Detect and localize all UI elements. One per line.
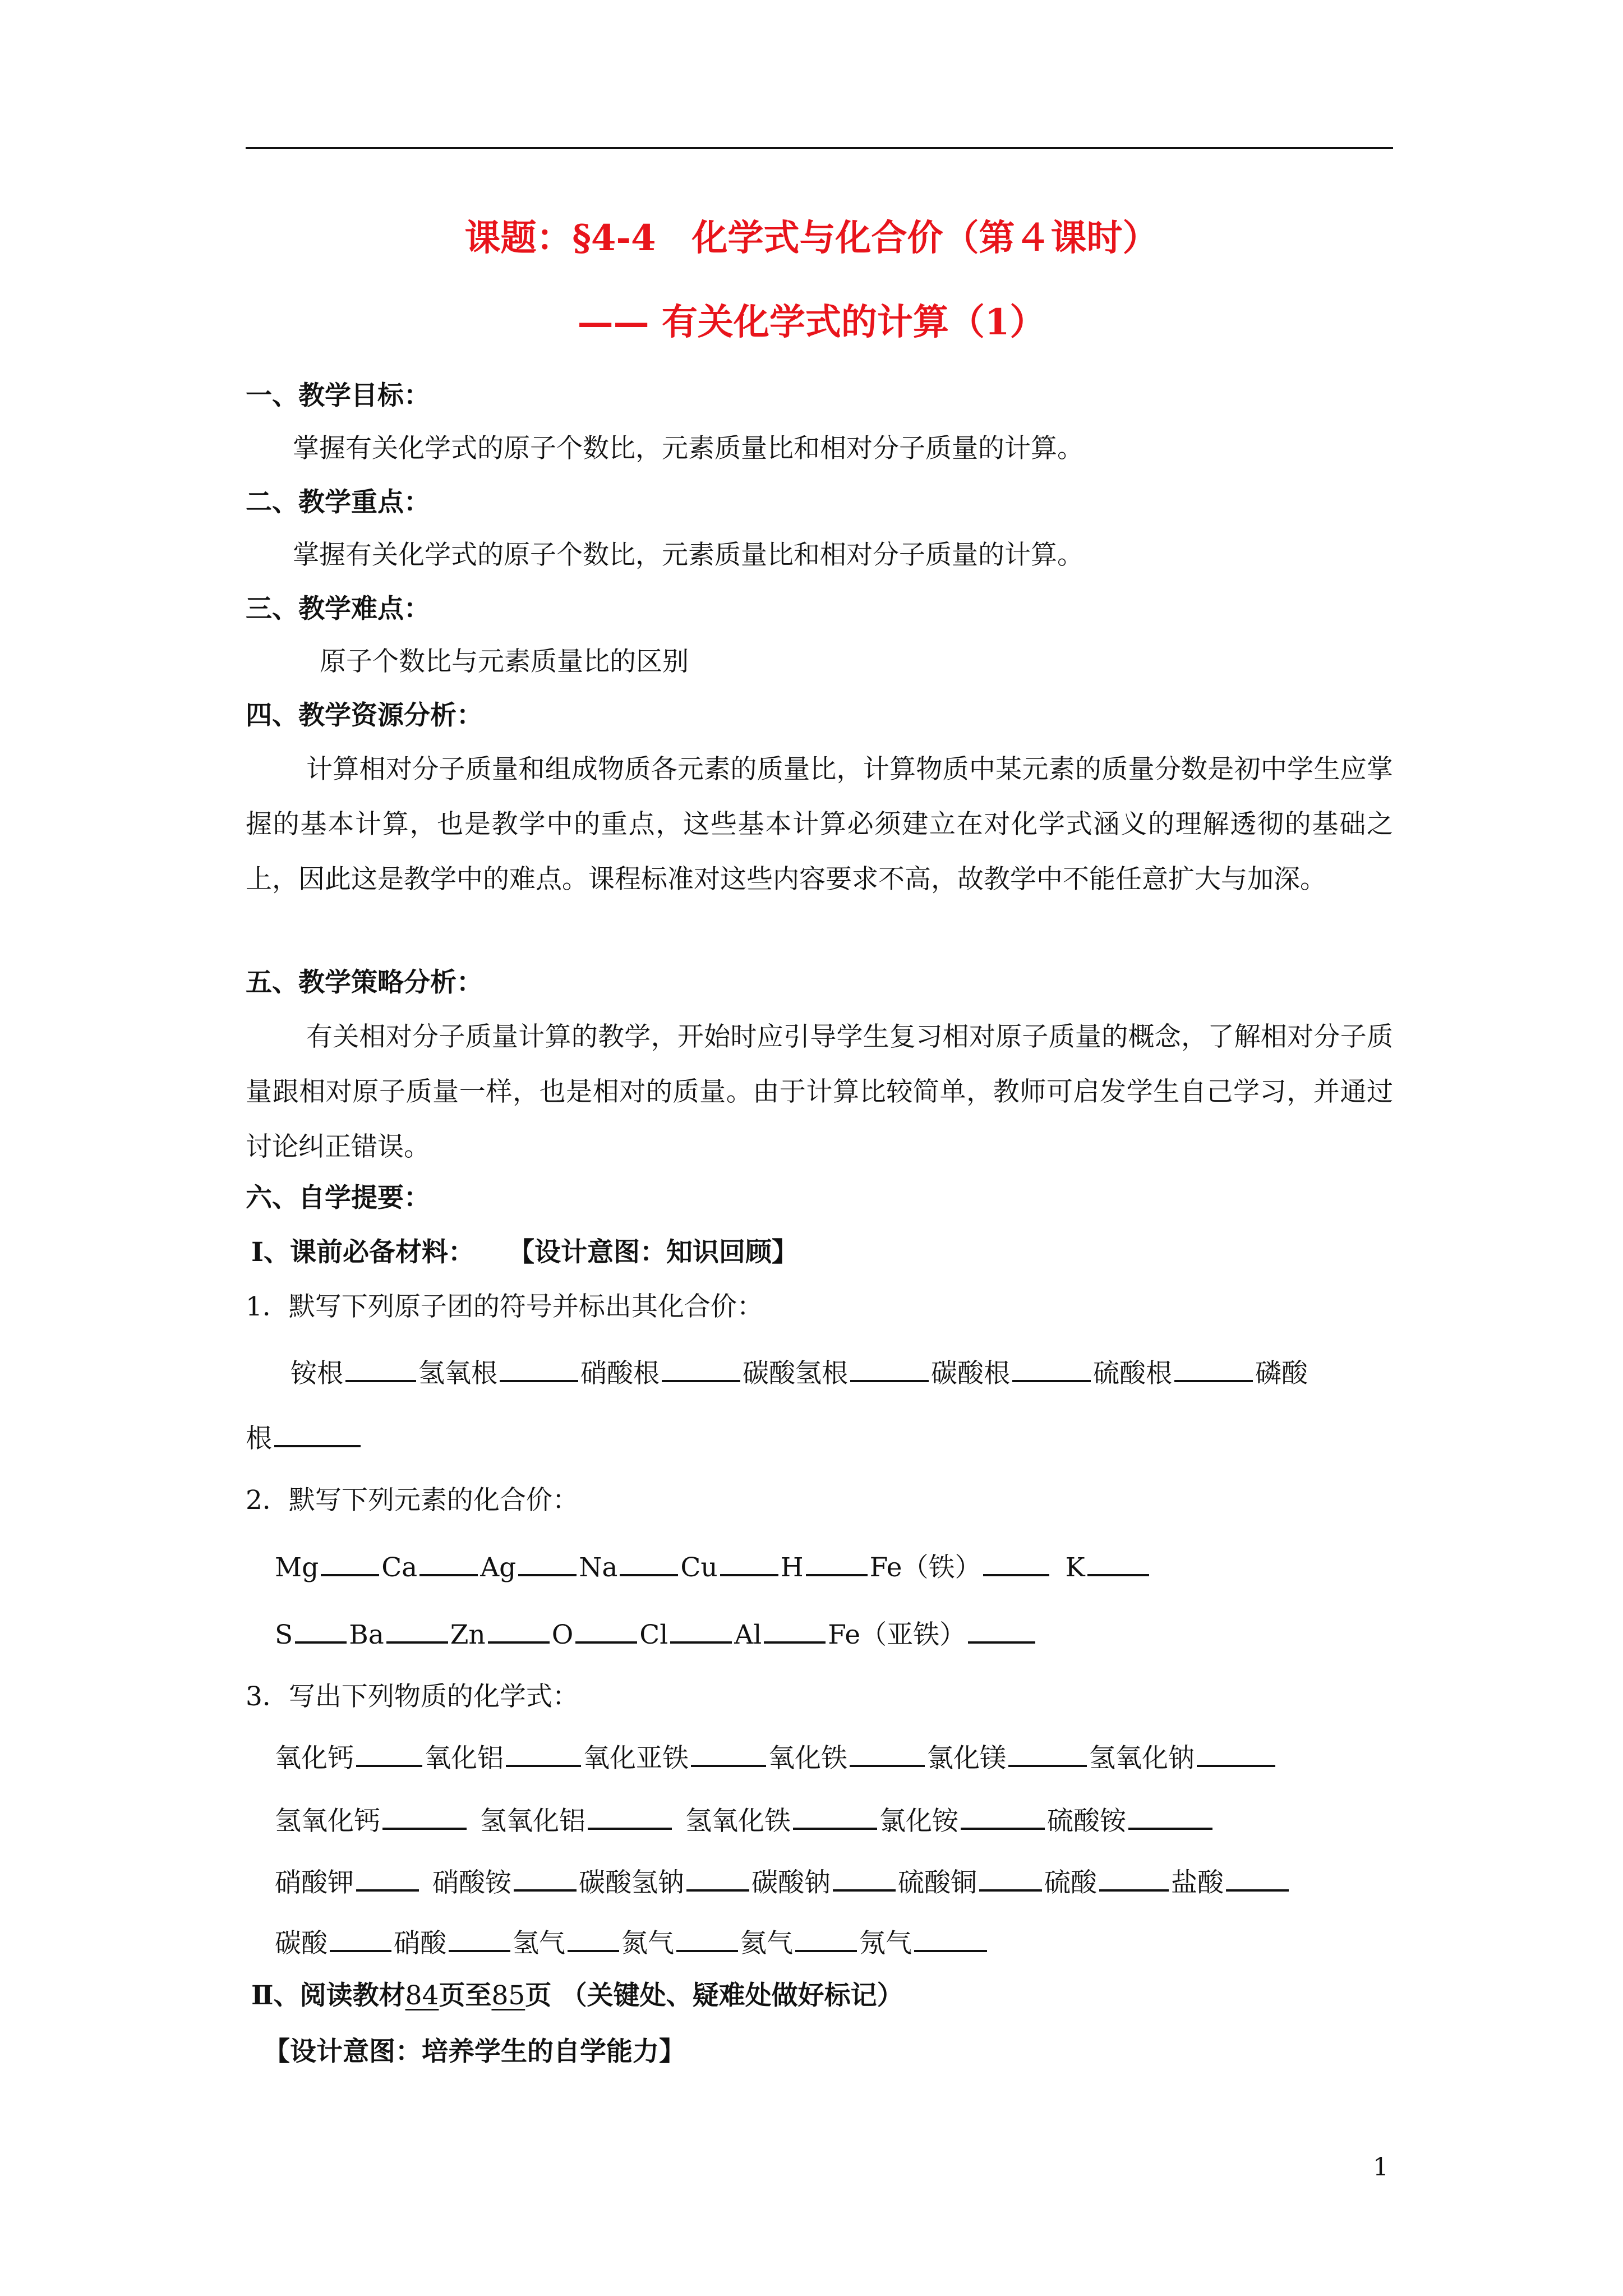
substance-name: 氦气	[740, 1928, 793, 1959]
element-symbol: Al	[734, 1619, 762, 1650]
substance-name: 氢氧化钙	[275, 1806, 380, 1837]
answer-blank[interactable]	[686, 1864, 749, 1892]
element-symbol: Zn	[450, 1619, 486, 1650]
substance-name: 氧化钙	[275, 1743, 354, 1774]
substance-name: 氖气	[859, 1928, 912, 1959]
answer-blank[interactable]	[386, 1616, 448, 1644]
answer-blank[interactable]	[1226, 1864, 1289, 1892]
q1-item-label: 根	[246, 1423, 272, 1454]
substance-name: 氧化铁	[768, 1743, 847, 1774]
answer-blank[interactable]	[833, 1864, 896, 1892]
part2-mid: 页至	[439, 1980, 492, 2011]
section-body-difficulties: 原子个数比与元素质量比的区别	[320, 646, 689, 677]
answer-blank[interactable]	[356, 1739, 422, 1767]
element-symbol: O	[551, 1619, 574, 1650]
part1-heading-line	[251, 1236, 798, 1269]
substance-name: 氢氧化钠	[1089, 1743, 1195, 1774]
answer-blank[interactable]	[670, 1616, 732, 1644]
answer-blank[interactable]	[795, 1924, 857, 1952]
part1-design-intent: 【设计意图：知识回顾】	[508, 1237, 798, 1268]
section-body-objectives: 掌握有关化学式的原子个数比，元素质量比和相对分子质量的计算。	[293, 433, 1083, 464]
q2-prompt: 2．默写下列元素的化合价：	[246, 1485, 579, 1516]
element-symbol: Fe（铁）	[869, 1552, 981, 1583]
section-body-strategy-analysis: 有关相对分子质量计算的教学，开始时应引导学生复习相对原子质量的概念，了解相对分子质量跟相对原子质量一样，也是相对的质量。由于计算比较简单，教师可启发学生自己学习，并通过讨论纠正错误。	[246, 1022, 1393, 1162]
substance-name: 硝酸	[394, 1928, 446, 1959]
q1-fill-row	[291, 1354, 1308, 1391]
answer-blank[interactable]	[1197, 1739, 1275, 1767]
substance-name: 硫酸	[1044, 1867, 1097, 1898]
element-symbol: Na	[579, 1552, 618, 1583]
part1-heading: Ⅰ、课前必备材料：	[251, 1237, 474, 1268]
answer-blank[interactable]	[506, 1739, 581, 1767]
answer-blank[interactable]	[764, 1616, 826, 1644]
section-heading-self-study: 六、自学提要：	[246, 1182, 430, 1213]
q1-item-label: 碳酸氢根	[743, 1358, 848, 1389]
substance-name: 氯化镁	[927, 1743, 1006, 1774]
q1-item-label: 硝酸根	[580, 1358, 660, 1389]
q1-item-label: 铵根	[291, 1358, 343, 1389]
q3-prompt: 3．写出下列物质的化学式：	[246, 1681, 579, 1712]
answer-blank[interactable]	[356, 1864, 419, 1892]
answer-blank[interactable]	[330, 1924, 391, 1952]
part2-suffix: 页 （关键处、疑难处做好标记）	[525, 1980, 903, 2011]
substance-name: 氢气	[513, 1928, 565, 1959]
answer-blank[interactable]	[979, 1864, 1042, 1892]
section-heading-difficulties: 三、教学难点：	[246, 593, 430, 624]
q3-row-2	[275, 1802, 1215, 1838]
substance-name: 盐酸	[1171, 1867, 1224, 1898]
q3-row-3	[275, 1864, 1291, 1900]
substance-name: 氮气	[621, 1928, 674, 1959]
answer-blank[interactable]	[720, 1548, 778, 1576]
q1-prompt: 1．默写下列原子团的符号并标出其化合价：	[246, 1291, 763, 1322]
section-heading-objectives: 一、教学目标：	[246, 380, 430, 411]
part2-prefix: Ⅱ、阅读教材	[251, 1980, 405, 2011]
answer-blank[interactable]	[691, 1739, 766, 1767]
q1-item-label: 硫酸根	[1093, 1358, 1172, 1389]
element-symbol: Ca	[381, 1552, 418, 1583]
substance-name: 氯化铵	[879, 1806, 958, 1837]
part2-reading-line	[251, 1979, 903, 2013]
part2-page-start: 84	[405, 1980, 439, 2011]
substance-name: 氢氧化铝	[480, 1806, 585, 1837]
q1-item-label: 氢氧根	[418, 1358, 497, 1389]
answer-blank[interactable]	[1012, 1354, 1091, 1382]
substance-name: 氢氧化铁	[685, 1806, 791, 1837]
answer-blank[interactable]	[449, 1924, 510, 1952]
answer-blank[interactable]	[806, 1548, 868, 1576]
substance-name: 硫酸铜	[898, 1867, 977, 1898]
answer-blank[interactable]	[274, 1419, 361, 1447]
answer-blank[interactable]	[1099, 1864, 1169, 1892]
answer-blank[interactable]	[968, 1616, 1035, 1644]
lesson-subtitle: —— 有关化学式的计算（1）	[577, 301, 1046, 343]
answer-blank[interactable]	[321, 1548, 379, 1576]
answer-blank[interactable]	[850, 1739, 925, 1767]
q3-row-1	[275, 1739, 1278, 1775]
answer-blank[interactable]	[662, 1354, 740, 1382]
answer-blank[interactable]	[1008, 1739, 1087, 1767]
answer-blank[interactable]	[514, 1864, 577, 1892]
section-body-key-points: 掌握有关化学式的原子个数比，元素质量比和相对分子质量的计算。	[293, 540, 1083, 570]
answer-blank[interactable]	[588, 1802, 672, 1830]
substance-name: 硫酸铵	[1047, 1806, 1126, 1837]
answer-blank[interactable]	[382, 1802, 467, 1830]
answer-blank[interactable]	[500, 1354, 578, 1382]
element-symbol: Fe（亚铁）	[828, 1619, 966, 1650]
answer-blank[interactable]	[575, 1616, 637, 1644]
element-symbol: S	[275, 1619, 293, 1650]
q2-row-2	[275, 1616, 1038, 1652]
part2-page-end: 85	[491, 1980, 525, 2011]
answer-blank[interactable]	[1128, 1802, 1212, 1830]
answer-blank[interactable]	[488, 1616, 550, 1644]
answer-blank[interactable]	[676, 1924, 738, 1952]
element-symbol: Ag	[480, 1552, 517, 1583]
element-symbol: H	[780, 1552, 804, 1583]
substance-name: 氧化亚铁	[583, 1743, 689, 1774]
substance-name: 碳酸	[275, 1928, 328, 1959]
section-heading-strategy-analysis: 五、教学策略分析：	[246, 967, 483, 998]
answer-blank[interactable]	[793, 1802, 877, 1830]
q1-item-label: 磷酸	[1255, 1358, 1308, 1389]
element-symbol: K	[1065, 1552, 1085, 1583]
header-rule	[246, 147, 1393, 149]
q3-row-4	[275, 1924, 989, 1961]
part2-design-intent: 【设计意图：培养学生的自学能力】	[264, 2036, 685, 2067]
page-number: 1	[1373, 2153, 1389, 2182]
substance-name: 硝酸铵	[432, 1867, 511, 1898]
element-symbol: Ba	[349, 1619, 384, 1650]
substance-name: 硝酸钾	[275, 1867, 354, 1898]
substance-name: 碳酸氢钠	[579, 1867, 684, 1898]
answer-blank[interactable]	[961, 1802, 1045, 1830]
answer-blank[interactable]	[518, 1548, 577, 1576]
q1-item-label: 碳酸根	[931, 1358, 1010, 1389]
answer-blank[interactable]	[345, 1354, 416, 1382]
substance-name: 氧化铝	[425, 1743, 504, 1774]
element-symbol: Mg	[275, 1552, 319, 1583]
q1-fill-row-wrap	[246, 1419, 363, 1456]
answer-blank[interactable]	[568, 1924, 619, 1952]
answer-blank[interactable]	[850, 1354, 929, 1382]
answer-blank[interactable]	[295, 1616, 347, 1644]
answer-blank[interactable]	[983, 1548, 1049, 1576]
answer-blank[interactable]	[1087, 1548, 1149, 1576]
answer-blank[interactable]	[620, 1548, 678, 1576]
element-symbol: Cu	[680, 1552, 718, 1583]
q2-row-1	[275, 1548, 1151, 1585]
answer-blank[interactable]	[1174, 1354, 1253, 1382]
section-body-resource-analysis: 计算相对分子质量和组成物质各元素的质量比，计算物质中某元素的质量分数是初中学生应掌握的基本计算，也是教学中的重点，这些基本计算必须建立在对化学式涵义的理解透彻的基础之上，因此这是教学中的难点。课程标准对这些内容要求不高，故教学中不能任意扩大与加深。	[246, 754, 1393, 895]
section-heading-key-points: 二、教学重点：	[246, 487, 430, 518]
answer-blank[interactable]	[914, 1924, 987, 1952]
section-heading-resource-analysis: 四、教学资源分析：	[246, 700, 483, 731]
substance-name: 碳酸钠	[751, 1867, 831, 1898]
element-symbol: Cl	[639, 1619, 668, 1650]
lesson-title: 课题：§4-4 化学式与化合价（第４课时）	[464, 217, 1159, 259]
answer-blank[interactable]	[419, 1548, 478, 1576]
